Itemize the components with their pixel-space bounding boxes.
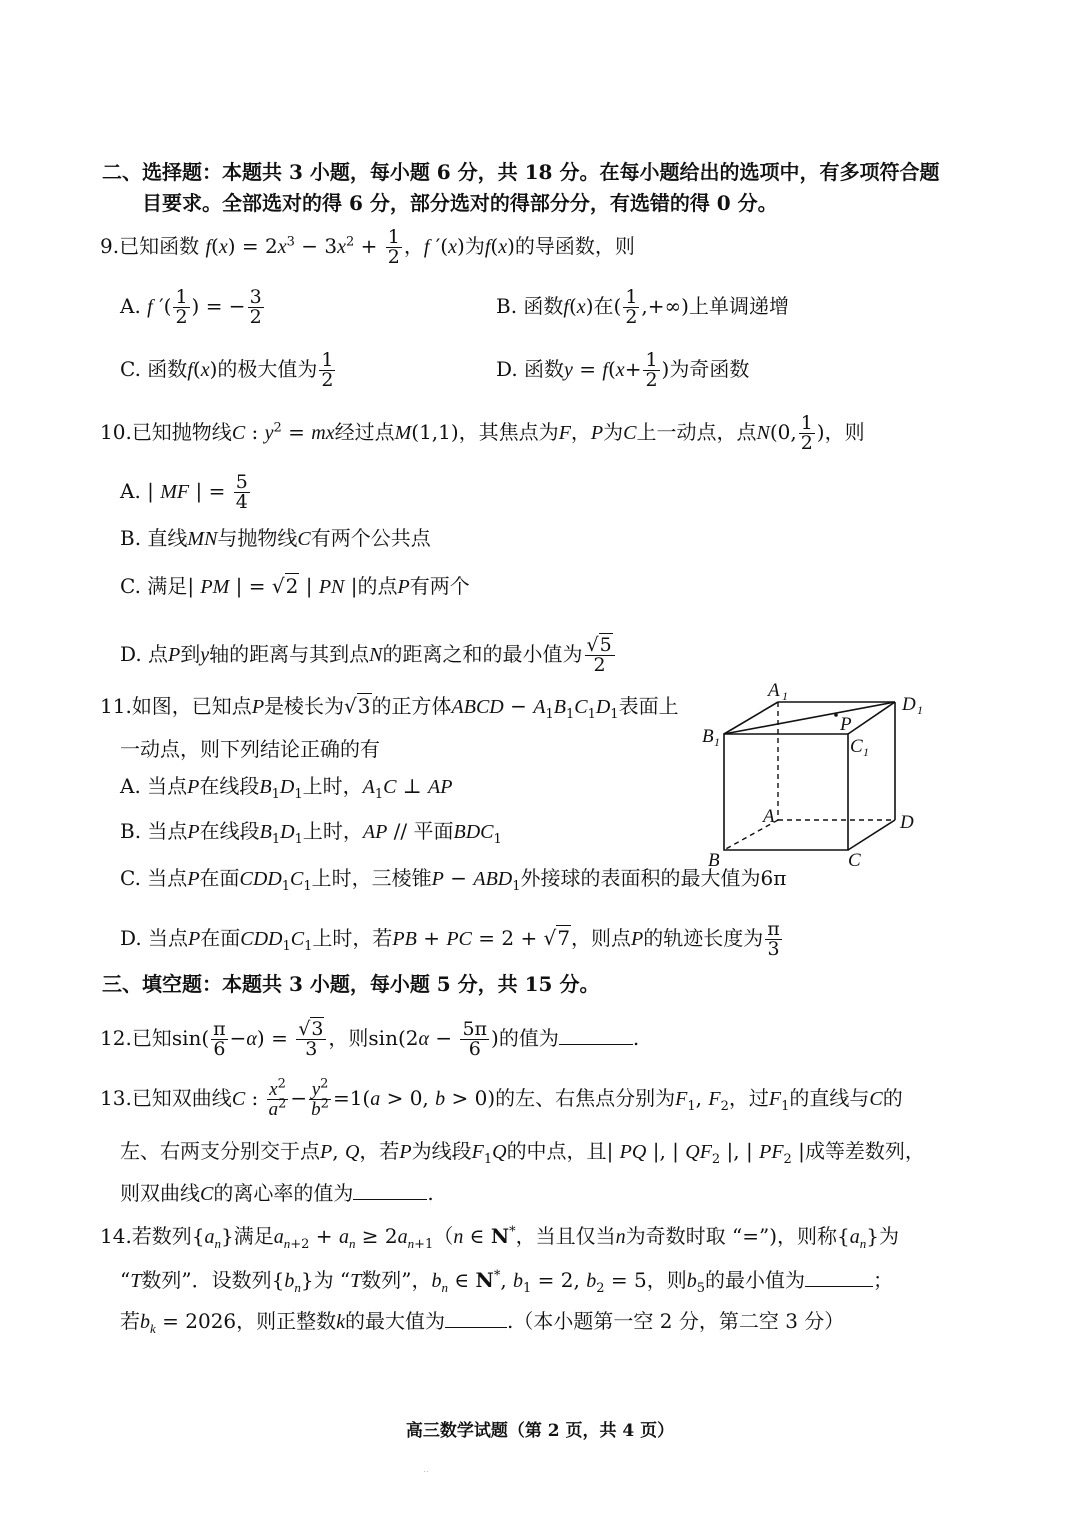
question-9-option-c: C. 函数f(x)的极大值为 $\frac{1}{2}$ [120,349,334,391]
cube-hidden-edges [724,702,895,850]
question-14-number: 14. [100,1224,132,1248]
section-3-title: 三、填空题：本题共 3 小题，每小题 5 分，共 15 分。 [102,972,600,996]
edge-dc [848,820,895,850]
label-a1: A [768,682,780,701]
question-10-option-b: B. 直线MN与抛物线C有两个公共点 [120,526,431,550]
question-11-stem: 11.如图，已知点P是棱长为√3的正方体ABCD − $A_1B_1C_1D_1$表面上 [100,694,679,722]
question-12-number: 12. [100,1026,132,1050]
label-d: D [900,812,914,833]
question-11-stem-line2: 一动点，则下列结论正确的有 [120,737,380,761]
question-11-option-c: C. 当点P在面$CDD_1C_1$上时，三棱锥$P - ABD_1$外接球的表面积的最大值为6π [120,866,787,894]
section-2-title-line2: 目要求。全部选对的得 6 分，部分选对的得部分分，有选错的得 0 分。 [142,191,778,215]
label-a: A [763,806,775,827]
label-c: C [848,850,861,871]
question-13-answer-blank[interactable] [353,1179,427,1200]
svg-text:1: 1 [782,689,788,703]
question-9-option-b: B. 函数f(x)在( $\frac{1}{2}$ ,+∞)上单调递增 [496,286,789,328]
page-footer: 高三数学试题（第 2 页，共 4 页） [405,1421,675,1441]
cube-front-face [724,734,848,850]
cube-edges [724,702,895,850]
section-2-title-line1: 二、选择题：本题共 3 小题，每小题 6 分，共 18 分。在每小题给出的选项中，有多项符合题 [102,160,940,184]
question-9-option-a: A. f ′( $\frac{1}{2}$ ) = − $\frac{3}{2}$ [120,286,262,328]
question-12-answer-blank[interactable] [559,1024,633,1045]
question-10-option-d: D. 点P到y轴的距离与其到点N的距离之和的最小值为 $\frac{√5}{2}$ [120,636,617,675]
question-9-option-d: D. 函数y = f(x+ $\frac{1}{2}$ )为奇函数 [496,349,750,391]
question-11-option-d: D. 当点P在面$CDD_1C_1$上时，若PB + PC = 2 + √7，则点P的轨迹长度为 $\frac{\pi}{3}$ [120,918,780,960]
question-11-option-b: B. 当点P在线段$B_1D_1$上时，AP // 平面$BDC_1$ [120,819,502,847]
question-14-line3: 若$b_k = 2026$，则正整数k的最大值为 .（本小题第一空 2 分，第二空 3 分） [120,1309,845,1336]
question-9-number: 9. [100,234,120,258]
label-c1: C [850,736,863,757]
question-14-first-blank[interactable] [805,1266,873,1287]
cube-figure [700,682,930,872]
point-p [834,713,838,717]
question-11-number: 11. [100,694,132,718]
question-10-number: 10. [100,420,132,444]
question-14-line2: “T数列”．设数列$\{b_n\}$为 “T数列”，$b_n$ ∈ N*, $b_1 = 2$, $b_2 = 5$，则$b_5$的最小值为 ； [120,1268,894,1296]
question-12-stem: 12.已知sin( $\frac{\pi}{6}$ −α) = $\frac{√3}{3}$ ，则sin(2α − $\frac{5\pi}{6}$ )的值为 . [100,1018,640,1060]
question-14-stem: 14.若数列$\{a_n\}$满足$a_{n+2} + a_n \ge 2a_{n+1}(n$ ∈ N*，当且仅当n为奇数时取 “=”)，则称$\{a_n\}$为 [100,1224,899,1252]
label-p: P [840,714,852,735]
scan-artifact: .. [423,1465,429,1475]
svg-text:1: 1 [917,703,923,717]
question-13-number: 13. [100,1086,132,1110]
question-10-option-c: C. 满足| PM | = √2 | PN |的点P有两个 [120,574,470,598]
svg-text:1: 1 [863,745,869,759]
question-13-line3: 则双曲线C的离心率的值为 . [120,1181,434,1205]
label-b1: B [702,726,714,747]
svg-text:1: 1 [714,735,720,749]
question-10-stem: 10.已知抛物线C : $y^2$ = mx经过点M(1,1)，其焦点为F，P为C上一动点，点N(0, $\frac{1}{2}$ )，则 [100,412,865,454]
question-9-stem: 9.已知函数 $f(x) = 2x^3 - 3x^2$ + $\frac{1}{2}$ ，f ′(x)为f(x)的导函数，则 [100,226,635,268]
question-13-line2: 左、右两支分别交于点P, Q，若P为线段$F_1Q$的中点，且| PQ |, | $QF_2$ |, | $PF_2$ |成等差数列， [120,1139,925,1167]
question-13-stem: 13.已知双曲线C : $\frac{x^2}{a^2}$ − $\frac{y^2}{b^2}$ =1(a > 0, b > 0)的左、右焦点分别为$F_1$, $F_2$，过$F_1$的直线与C的 [100,1076,903,1120]
question-11-option-a: A. 当点P在线段$B_1D_1$上时，$A_1C$ ⊥ AP [120,774,453,802]
label-b: B [708,850,720,871]
question-14-second-blank[interactable] [445,1307,507,1328]
label-d1: D [902,694,916,715]
question-10-option-a: A. | MF | = $\frac{5}{4}$ [120,471,248,513]
